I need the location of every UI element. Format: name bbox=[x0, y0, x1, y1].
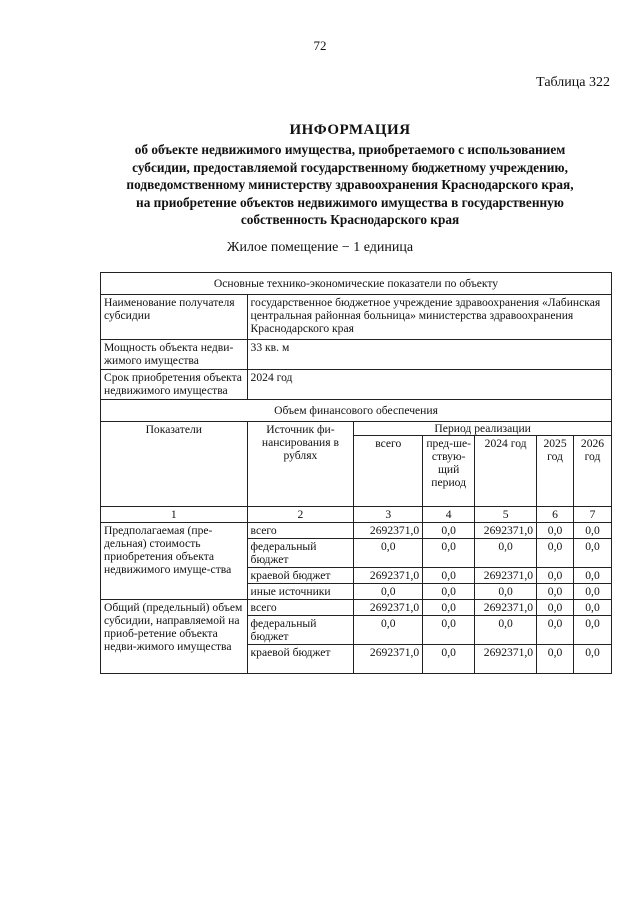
value-cell: 0,0 bbox=[475, 616, 537, 645]
value-cell: 0,0 bbox=[537, 645, 574, 674]
header-period: Период реализации bbox=[354, 422, 612, 436]
value-cell: 2692371,0 bbox=[475, 523, 537, 539]
source-cell: иные источники bbox=[247, 584, 354, 600]
column-number: 1 bbox=[101, 507, 248, 523]
source-cell: всего bbox=[247, 523, 354, 539]
header-indicators: Показатели bbox=[101, 422, 248, 507]
value-cell: 0,0 bbox=[574, 539, 612, 568]
value-cell: 0,0 bbox=[423, 645, 475, 674]
document-subtitle bbox=[60, 141, 640, 229]
value-cell: 0,0 bbox=[423, 523, 475, 539]
header-2026: 2026 год bbox=[574, 436, 612, 507]
value-cell: 0,0 bbox=[574, 584, 612, 600]
document-heading bbox=[60, 122, 640, 229]
value-cell: 0,0 bbox=[354, 539, 423, 568]
value-cell: 2692371,0 bbox=[475, 600, 537, 616]
header-previous: пред-ше-ствую-щий период bbox=[423, 436, 475, 507]
source-cell: федеральный бюджет bbox=[247, 539, 354, 568]
header-total: всего bbox=[354, 436, 423, 507]
info-label: Срок приобретения объекта недвижимого имущества bbox=[101, 370, 248, 400]
subtitle-line: собственность Краснодарского края bbox=[240, 212, 460, 227]
object-info-table bbox=[100, 272, 612, 674]
source-cell: федеральный бюджет bbox=[247, 616, 354, 645]
table-row bbox=[101, 600, 612, 616]
info-row bbox=[101, 340, 612, 370]
info-value: 2024 год bbox=[247, 370, 611, 400]
value-cell: 2692371,0 bbox=[354, 600, 423, 616]
value-cell: 0,0 bbox=[423, 584, 475, 600]
column-number: 6 bbox=[537, 507, 574, 523]
info-value: государственное бюджетное учреждение здравоохранения «Лабинская центральная районная больница» министерства здравоохранения Краснодарского края bbox=[247, 295, 611, 340]
value-cell: 0,0 bbox=[574, 568, 612, 584]
value-cell: 0,0 bbox=[354, 584, 423, 600]
finance-section-header bbox=[101, 400, 612, 422]
info-label: Наименование получателя субсидии bbox=[101, 295, 248, 340]
value-cell: 0,0 bbox=[475, 539, 537, 568]
value-cell: 0,0 bbox=[537, 539, 574, 568]
page-number: 72 bbox=[313, 38, 327, 53]
source-cell: всего bbox=[247, 600, 354, 616]
value-cell: 0,0 bbox=[423, 539, 475, 568]
value-cell: 0,0 bbox=[537, 616, 574, 645]
subtitle-line: на приобретение объектов недвижимого имущества в государственную bbox=[136, 194, 564, 210]
header-source: Источник фи-нансирования в рублях bbox=[247, 422, 354, 507]
info-value: 33 кв. м bbox=[247, 340, 611, 370]
header-2024: 2024 год bbox=[475, 436, 537, 507]
subtitle-line: подведомственному министерству здравоохранения Краснодарского края, bbox=[126, 177, 574, 192]
table-row bbox=[101, 523, 612, 539]
header-2025: 2025 год bbox=[537, 436, 574, 507]
info-label: Мощность объекта недви-жимого имущества bbox=[101, 340, 248, 370]
column-number: 7 bbox=[574, 507, 612, 523]
indicator-cell: Предполагаемая (пре-дельная) стоимость приобретения объекта недвижимого имуще-ства bbox=[101, 523, 248, 600]
finance-header-row bbox=[101, 422, 612, 436]
value-cell: 0,0 bbox=[354, 616, 423, 645]
value-cell: 0,0 bbox=[537, 568, 574, 584]
info-row bbox=[101, 370, 612, 400]
value-cell: 0,0 bbox=[537, 584, 574, 600]
column-number: 3 bbox=[354, 507, 423, 523]
finance-section-title: Объем финансового обеспечения bbox=[101, 400, 612, 422]
value-cell: 0,0 bbox=[574, 600, 612, 616]
info-section-title: Основные технико-экономические показатели по объекту bbox=[101, 273, 612, 295]
value-cell: 0,0 bbox=[537, 523, 574, 539]
value-cell: 2692371,0 bbox=[475, 568, 537, 584]
column-number: 4 bbox=[423, 507, 475, 523]
subtitle-line: об объекте недвижимого имущества, приобретаемого с использованием bbox=[134, 142, 566, 157]
value-cell: 0,0 bbox=[423, 600, 475, 616]
object-description: Жилое помещение − 1 единица bbox=[226, 240, 414, 255]
info-row bbox=[101, 295, 612, 340]
source-cell: краевой бюджет bbox=[247, 645, 354, 674]
column-number: 2 bbox=[247, 507, 354, 523]
value-cell: 2692371,0 bbox=[354, 568, 423, 584]
source-cell: краевой бюджет bbox=[247, 568, 354, 584]
column-number: 5 bbox=[475, 507, 537, 523]
value-cell: 0,0 bbox=[537, 600, 574, 616]
indicator-cell: Общий (предельный) объем субсидии, направляемой на приоб-ретение объекта недви-жимого имущества bbox=[101, 600, 248, 674]
subtitle-line: субсидии, предоставляемой государственному бюджетному учреждению, bbox=[132, 159, 568, 175]
value-cell: 2692371,0 bbox=[475, 645, 537, 674]
value-cell: 0,0 bbox=[574, 645, 612, 674]
info-section-header bbox=[101, 273, 612, 295]
column-numbers-row bbox=[101, 507, 612, 523]
value-cell: 0,0 bbox=[423, 568, 475, 584]
document-title: ИНФОРМАЦИЯ bbox=[289, 122, 411, 138]
value-cell: 0,0 bbox=[574, 523, 612, 539]
value-cell: 0,0 bbox=[475, 584, 537, 600]
value-cell: 0,0 bbox=[423, 616, 475, 645]
value-cell: 2692371,0 bbox=[354, 645, 423, 674]
value-cell: 0,0 bbox=[574, 616, 612, 645]
table-label: Таблица 322 bbox=[536, 75, 610, 90]
value-cell: 2692371,0 bbox=[354, 523, 423, 539]
